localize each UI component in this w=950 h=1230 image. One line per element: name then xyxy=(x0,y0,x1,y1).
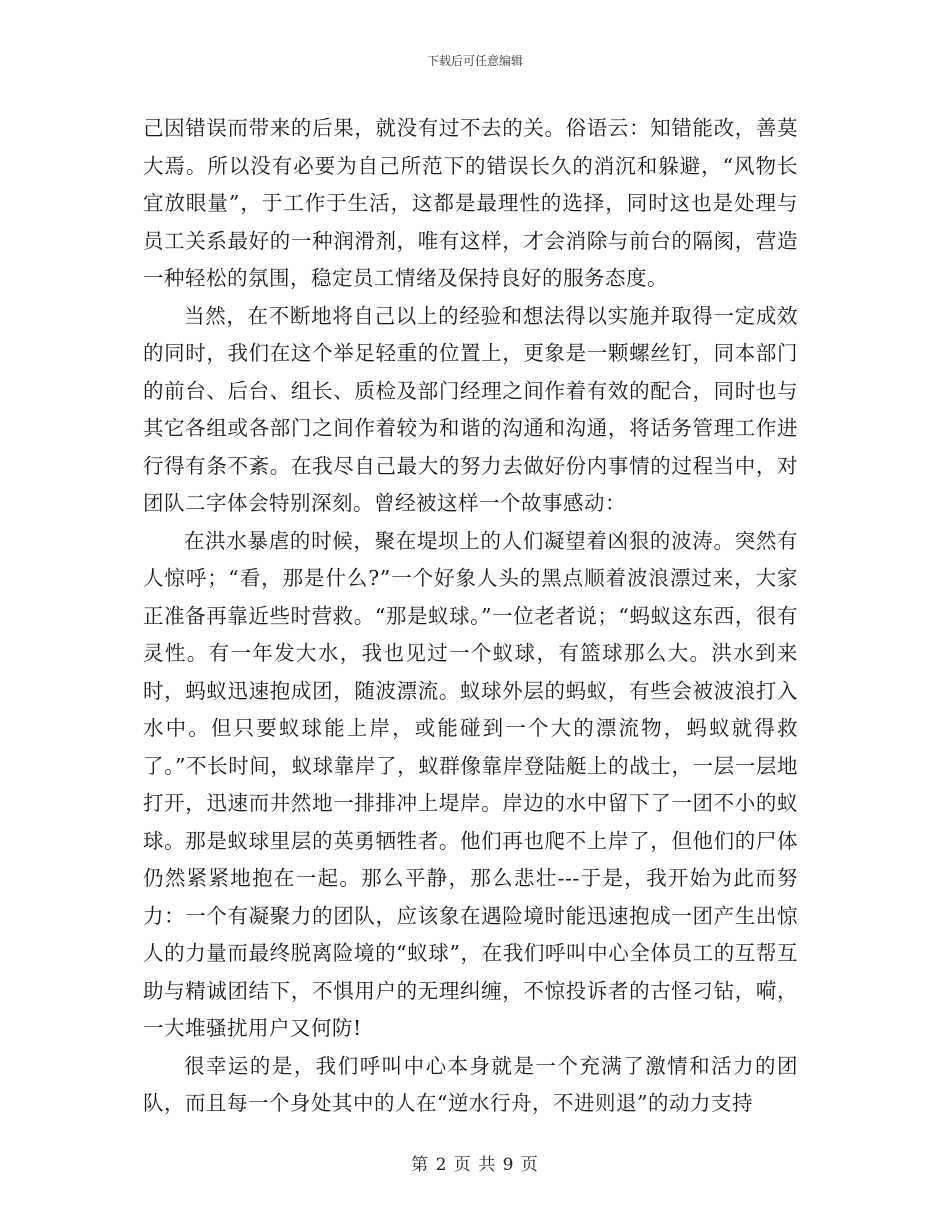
page-header: 下载后可任意编辑 xyxy=(426,54,523,68)
paragraph-call-center: 很幸运的是，我们呼叫中心本身就是一个充满了激情和活力的团队，而且每一个身处其中的人在“逆水行舟，不进则退”的动力支持 xyxy=(143,1053,798,1115)
paragraph-teamwork: 当然，在不断地将自己以上的经验和想法得以实施并取得一定成效的同时，我们在这个举足轻重的位置上，更象是一颗螺丝钉，同本部门的前台、后台、组长、质检及部门经理之间作着有效的配合，同时也与其它各组或各部门之间作着较为和谐的沟通和沟通，将话务管理工作进行得有条不紊。在我尽自己最大的努力去做好份内事情的过程当中，对团队二字体会特别深刻。曾经被这样一个故事感动： xyxy=(143,303,798,515)
page-number: 第 2 页 共 9 页 xyxy=(411,1155,539,1175)
document-body xyxy=(143,110,798,1123)
paragraph-ant-ball-story: 在洪水暴虐的时候，聚在堤坝上的人们凝望着凶狠的波涛。突然有人惊呼；“看，那是什么?”一个好象人头的黑点顺着波浪漂过来，大家正准备再靠近些时营救。“那是蚁球。”一位老者说；“蚂蚁这东西，很有灵性。有一年发大水，我也见过一个蚁球，有篮球那么大。洪水到来时，蚂蚁迅速抱成团，随波漂流。蚁球外层的蚂蚁，有些会被波浪打入水中。但只要蚁球能上岸，或能碰到一个大的漂流物，蚂蚁就得救了。”不长时间，蚁球靠岸了，蚁群像靠岸登陆艇上的战士，一层一层地打开，迅速而井然地一排排冲上堤岸。岸边的水中留下了一团不小的蚁球。那是蚁球里层的英勇牺牲者。他们再也爬不上岸了，但他们的尸体仍然紧紧地抱在一起。那么平静，那么悲壮---于是，我开始为此而努力：一个有凝聚力的团队，应该象在遇险境时能迅速抱成一团产生出惊人的力量而最终脱离险境的“蚁球”，在我们呼叫中心全体员工的互帮互助与精诚团结下，不惧用户的无理纠缠，不惊投诉者的古怪刁钻，嗬，一大堆骚扰用户又何防! xyxy=(143,528,798,1040)
paragraph-continued: 己因错误而带来的后果，就没有过不去的关。俗语云：知错能改，善莫大焉。所以没有必要为自己所范下的错误长久的消沉和躲避，“风物长宜放眼量”，于工作于生活，这都是最理性的选择，同时这也是处理与员工关系最好的一种润滑剂，唯有这样，才会消除与前台的隔阂，营造一种轻松的氛围，稳定员工情绪及保持良好的服务态度。 xyxy=(143,116,798,290)
